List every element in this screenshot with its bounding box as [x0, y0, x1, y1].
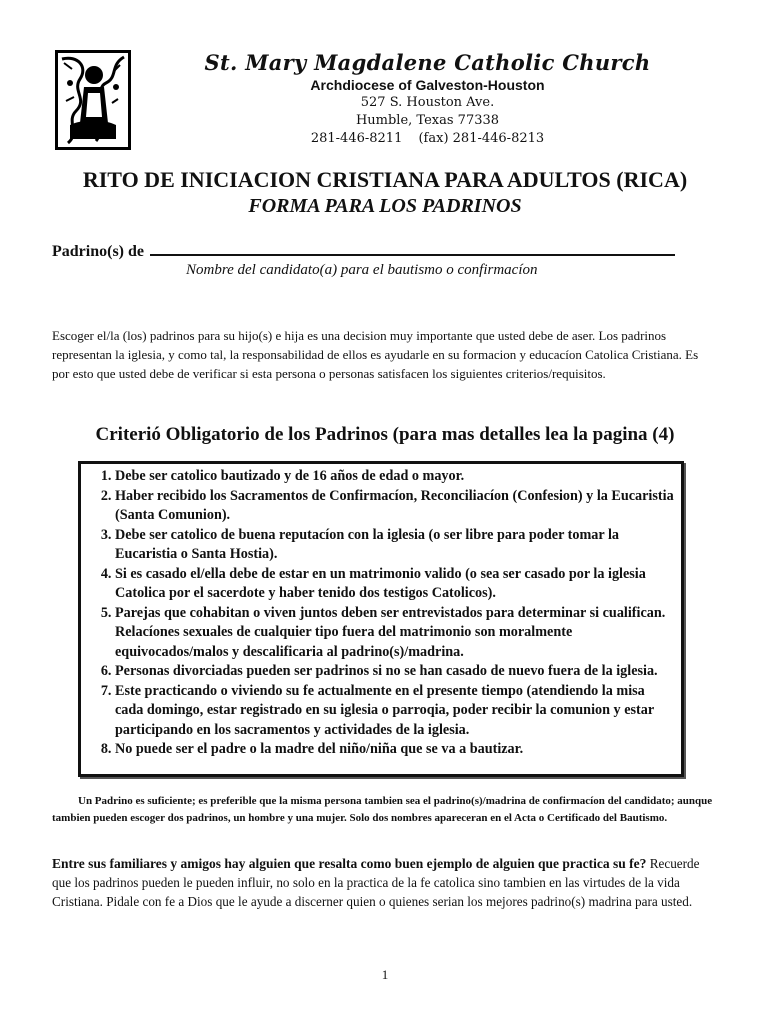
- phone-number: 281-446-8211: [310, 131, 403, 146]
- requirement-item: 2. Haber recibido los Sacramentos de Confirmacíon, Reconciliacíon (Confesion) y la Eucaristia (Santa Comunion).: [115, 487, 675, 526]
- street-address: 527 S. Houston Ave.: [360, 95, 495, 110]
- section-heading: Criterió Obligatorio de los Padrinos (para mas detalles lea la pagina (4): [95, 424, 675, 445]
- intro-paragraph: Escoger el/la (los) padrinos para su hijo(s) e hija es una decision muy importante que usted debe de aser. Los padrinos representan la iglesia, y como tal, la responsabilidad de ellos es ayudarle en su formacion y educacíon Catolica Cristiana. Es por esto que usted debe de verificar si esta persona o personas satisfacen los siguientes criterios/requisitos.: [52, 328, 699, 381]
- requirements-list: [87, 467, 675, 760]
- note-text: Un Padrino es suficiente; es preferible que la misma persona tambien sea el padrino(s)/madrina de confirmacíon del candidato; aunque tambien pueden escoger dos padrinos, un hombre y una mujer. Solo dos nombres apareceran en el Acta o Certificado del Bautismo.: [52, 795, 713, 824]
- requirement-item: 5. Parejas que cohabitan o viven juntos deben ser entrevistados para determinar si cualifican. Relacíones sexuales de cualquier tipo fuera del matrimonio son moralmente equivocados/malos y descalificaria al padrino(s)/madrina.: [115, 604, 675, 663]
- requirement-item: 8. No puede ser el padre o la madre del niño/niña que se va a bautizar.: [115, 740, 675, 760]
- church-logo: [55, 50, 131, 150]
- padrino-note: [52, 793, 716, 827]
- page-number: 1: [381, 967, 389, 982]
- padrino-blank-line[interactable]: [150, 240, 675, 256]
- contact-numbers: [140, 130, 715, 148]
- fax-number: (fax) 281-446-8213: [418, 131, 545, 146]
- closing-paragraph: [52, 854, 716, 911]
- requirement-item: 3. Debe ser catolico de buena reputacíon con la iglesia (o ser libre para poder tomar la Eucaristia o Santa Hostia).: [115, 526, 675, 565]
- padrino-label: Padrino(s) de: [52, 243, 144, 260]
- padrino-field: [52, 240, 675, 261]
- archdiocese: Archdiocese of Galveston-Houston: [310, 77, 545, 93]
- letterhead: [140, 50, 715, 148]
- requirements-box: [78, 461, 684, 777]
- illuminated-letter-icon: [58, 53, 128, 147]
- closing-text: Recuerde que los padrinos pueden le pueden influir, no solo en la practica de la fe catolica sino tambien en las virtudes de la vida Cristiana. Pidale con fe a Dios que le ayude a discerner quien o quienes serian los mejores padrino(s) madrina para usted.: [52, 856, 700, 909]
- closing-question: Entre sus familiares y amigos hay alguien que resalta como buen ejemplo de alguien que practica su fe?: [52, 856, 647, 871]
- requirement-item: 6. Personas divorciadas pueden ser padrinos si no se han casado de nuevo fuera de la iglesia.: [115, 662, 675, 682]
- church-name: St. Mary Magdalene Catholic Church: [204, 50, 651, 75]
- document-title: [0, 166, 770, 219]
- title-main: RITO DE INICIACION CRISTIANA PARA ADULTOS (RICA): [82, 167, 688, 192]
- requirement-item: 7. Este practicando o viviendo su fe actualmente en el presente tiempo (atendiendo la misa cada domingo, estar registrado en su iglesia o parroqia, poder recibir la comunion y estar participando en los sacramentos y actividades de la iglesia.: [115, 682, 675, 741]
- title-sub: FORMA PARA LOS PADRINOS: [248, 195, 522, 217]
- city-address: Humble, Texas 77338: [355, 113, 500, 128]
- requirement-item: 1. Debe ser catolico bautizado y de 16 años de edad o mayor.: [115, 467, 675, 487]
- requirement-item: 4. Si es casado el/ella debe de estar en un matrimonio valido (o sea ser casado por la iglesia Catolica por el sacerdote y haber tenido dos testigos Catolicos).: [115, 565, 675, 604]
- padrino-caption: Nombre del candidato(a) para el bautismo o confirmacíon: [186, 262, 538, 278]
